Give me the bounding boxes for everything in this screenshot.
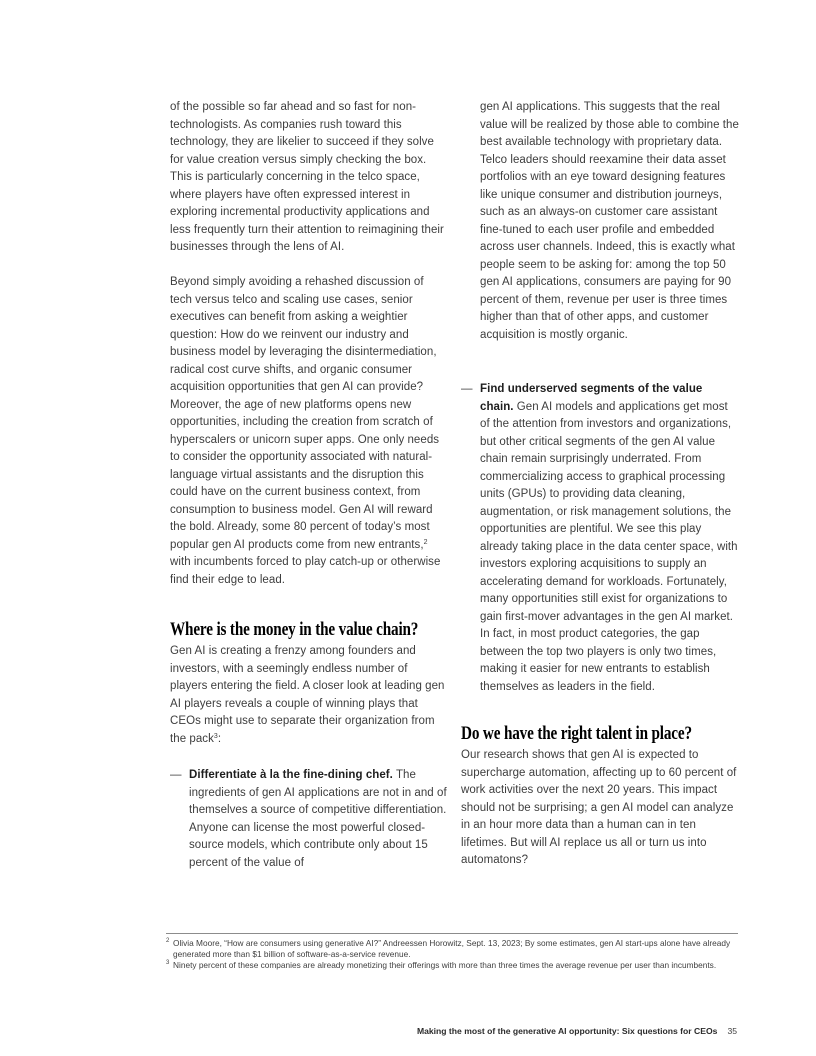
- running-footer-title: Making the most of the generative AI opportunity: Six questions for CEOs: [416, 1026, 718, 1036]
- footnote-2-text: Olivia Moore, “How are consumers using generative AI?” Andreessen Horowitz, Sept. 13, 2023; By some estimates, gen AI start-ups alone have already generated more than $1 billion of software-as-a-service revenue.: [173, 938, 731, 959]
- em-dash-bullet-icon: —: [170, 769, 182, 781]
- bullet-underserved-text: Gen AI models and applications get most of the attention from investors and organizations, but other critical segments of the gen AI value chain remain surprisingly underrated. From commercializing access to graphical processing units (GPUs) to providing data cleaning, augmentation, or risk management solutions, the opportunities are plentiful. We see this play already taking place in the data center space, with investors exploring acquisitions to supply an accelerating demand for workloads. Fortunately, many opportunities still exist for organizations to gain first-mover advantages in the gen AI market. In fact, in most product categories, the gap between the top two players is only two times, making it easier for new entrants to establish themselves as leaders in the field.: [480, 400, 738, 693]
- running-footer: [417, 1026, 737, 1036]
- em-dash-bullet-icon: —: [461, 383, 473, 395]
- left-paragraph-2-text-after: with incumbents forced to play catch-up or otherwise find their edge to lead.: [170, 556, 441, 586]
- bullet-differentiate-lead: Differentiate à la the fine-dining chef.: [189, 769, 393, 781]
- bullet-differentiate: [170, 767, 448, 872]
- right-continuation-paragraph: gen AI applications. This suggests that the real value will be realized by those able to combine the best available technology with proprietary data. Telco leaders should reexamine their data asset portfolios with an eye toward designing features like unique consumer and distribution journeys, such as an always-on customer care assistant fine-tuned to each user profile and embedded across user channels. Indeed, this is exactly what people seem to be asking for: among the top 50 gen AI applications, consumers are paying for 90 percent of them, revenue per user is three times higher than that of other apps, and customer acquisition is mostly organic.: [480, 101, 739, 341]
- left-paragraph-3-text: Gen AI is creating a frenzy among founders and investors, with a seemingly endless number of players entering the field. A closer look at leading gen AI players reveals a couple of winning plays that CEOs might use to separate their organization from the pack: [170, 645, 445, 745]
- section-heading-value-chain: Where is the money in the value chain?: [170, 619, 419, 640]
- footnotes-block: [166, 933, 738, 970]
- footnote-marker-2-ref: 2: [423, 538, 428, 546]
- page-number: 35: [727, 1026, 737, 1036]
- footnote-marker-3-ref: 3: [213, 732, 218, 740]
- left-paragraph-2: [170, 274, 448, 589]
- left-paragraph-2-text: Beyond simply avoiding a rehashed discussion of tech versus telco and scaling use cases, senior executives can benefit from asking a weightier question: How do we reinvent our industry and business model by leveraging the disintermediation, radical cost curve shifts, and organic consumer acquisition opportunities that gen AI can provide? Moreover, the age of new platforms opens new opportunities, including the creation from scratch of hyperscalers or unicorn super apps. One only needs to consider the opportunity associated with natural-language virtual assistants and the disruption this could have on the current business context, from consumption to business model. Gen AI will reward the bold. Already, some 80 percent of today’s most popular gen AI products come from new entrants,: [170, 276, 440, 551]
- footnote-2-marker: 2: [166, 938, 170, 944]
- bullet-underserved: [461, 381, 739, 696]
- bullet-differentiate-text: The ingredients of gen AI applications are not in and of themselves a source of competitive differentiation. Anyone can license the most powerful closed-source models, which contribute only about 15 percent of the value of: [189, 769, 447, 869]
- left-paragraph-1: of the possible so far ahead and so fast for non-technologists. As companies rush toward this technology, they are likelier to succeed if they solve for value creation versus simply checking the box. This is particularly concerning in the telco space, where players have often expressed interest in exploring incremental productivity applications and less frequently turn their attention to reimagining their businesses through the lens of AI.: [170, 101, 444, 253]
- footnote-3: [166, 960, 738, 971]
- left-paragraph-3: [170, 643, 448, 748]
- footnote-3-text: Ninety percent of these companies are already monetizing their offerings with more than three times the average revenue per user than incumbents.: [173, 959, 717, 970]
- left-paragraph-3-text-after: :: [217, 732, 222, 745]
- section-heading-talent: Do we have the right talent in place?: [461, 723, 692, 744]
- right-paragraph-talent: Our research shows that gen AI is expected to supercharge automation, affecting up to 60 percent of work activities over the next 20 years. This impact should not be surprising; a gen AI model can analyze in an hour more data than a human can in ten lifetimes. But will AI replace us all or turn us into automatons?: [461, 749, 737, 866]
- footnote-3-marker: 3: [166, 959, 170, 966]
- footnote-2: [166, 938, 738, 960]
- bullet-underserved-lead: Find underserved segments of the value chain.: [480, 383, 703, 413]
